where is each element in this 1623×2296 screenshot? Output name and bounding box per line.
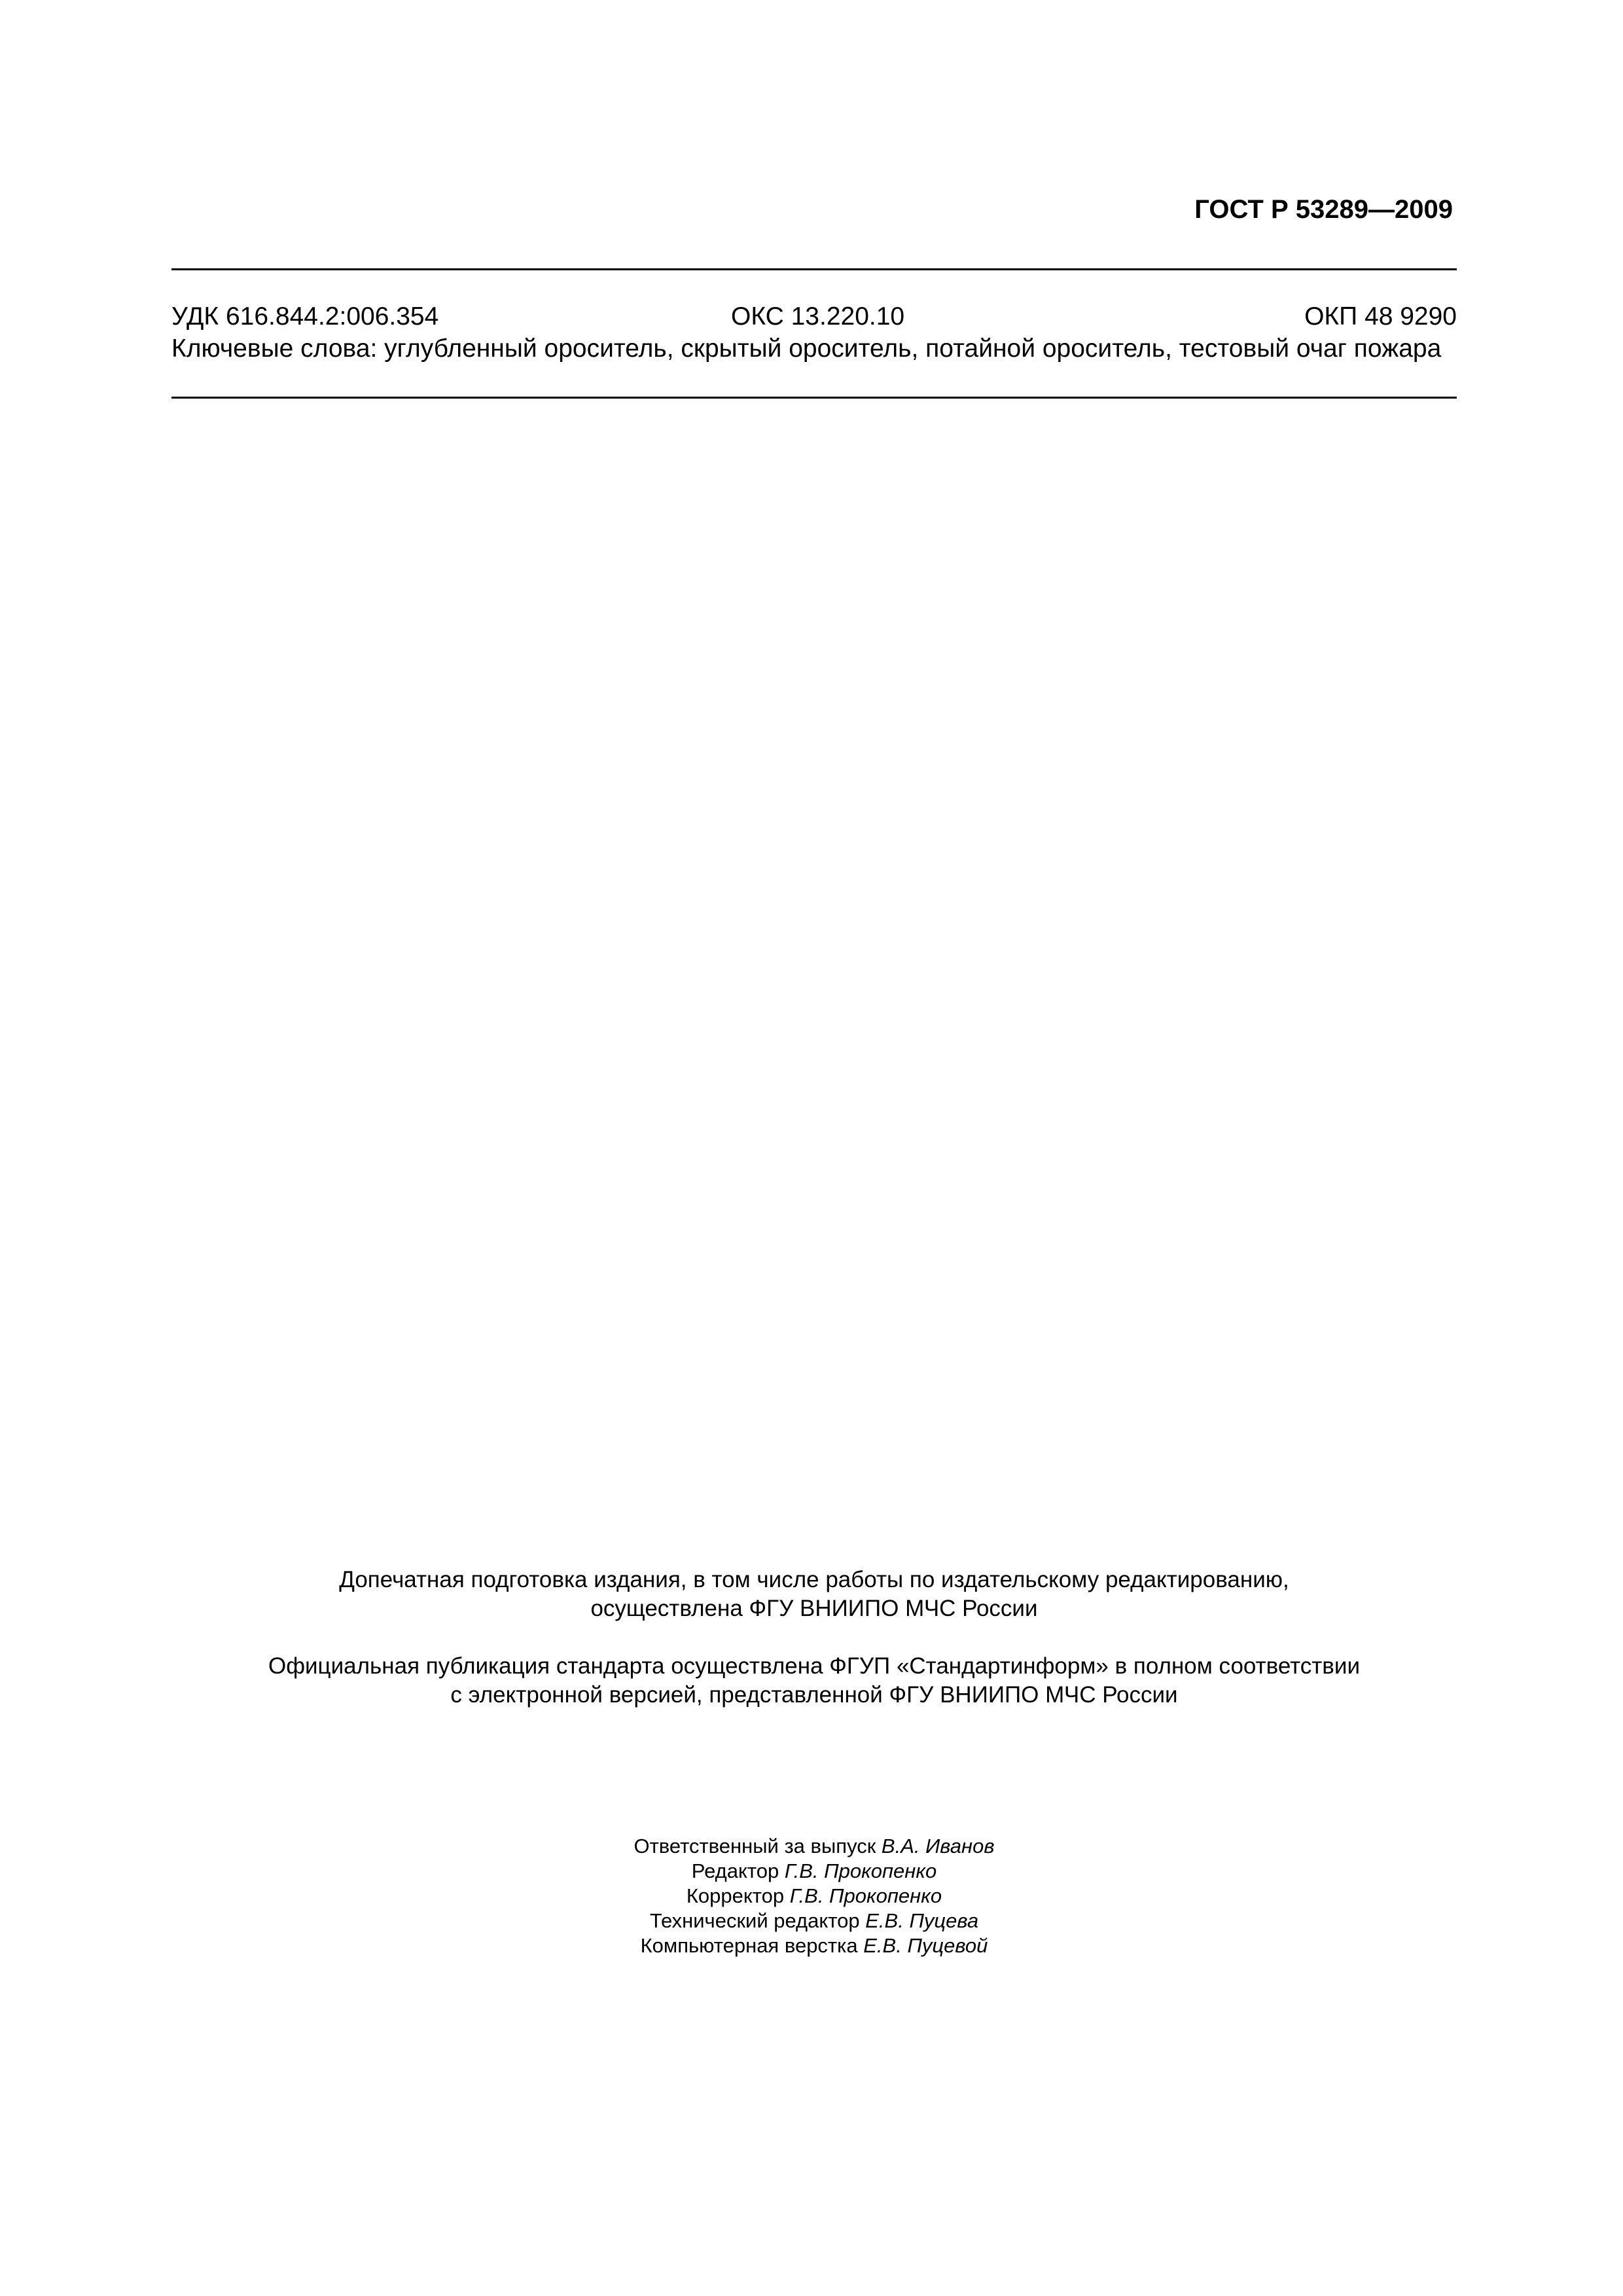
credit-name: В.А. Иванов (881, 1835, 995, 1857)
bottom-rule (171, 397, 1457, 399)
prepress-line: Допечатная подготовка издания, в том числе работы по издательскому редактированию, (339, 1567, 1289, 1592)
prepress-note (171, 1566, 1457, 1623)
credit-line (171, 1884, 1457, 1909)
credit-line (171, 1909, 1457, 1933)
top-rule (171, 268, 1457, 270)
credit-line (171, 1859, 1457, 1884)
credit-name: Г.В. Прокопенко (789, 1884, 942, 1907)
credit-name: Г.В. Прокопенко (784, 1859, 937, 1882)
credit-role: Редактор (691, 1859, 779, 1882)
keywords: Ключевые слова: углубленный ороситель, скрытый ороситель, потайной ороситель, тестовый очаг пожара (171, 334, 1442, 363)
credit-role: Технический редактор (649, 1909, 860, 1932)
credits-block (171, 1834, 1457, 1958)
credit-line (171, 1933, 1457, 1958)
udc-code: УДК 616.844.2:006.354 (171, 302, 439, 331)
credit-line (171, 1834, 1457, 1859)
credit-name: Е.В. Пуцевой (863, 1934, 988, 1957)
publication-line: Официальная публикация стандарта осуществлена ФГУП «Стандартинформ» в полном соответствии (268, 1653, 1361, 1679)
prepress-line: осуществлена ФГУ ВНИИПО МЧС России (590, 1596, 1038, 1621)
okp-code: ОКП 48 9290 (1304, 302, 1457, 331)
classification-codes (171, 298, 1457, 335)
credit-role: Корректор (686, 1884, 785, 1907)
credit-name: Е.В. Пуцева (865, 1909, 979, 1932)
oks-code: ОКС 13.220.10 (731, 302, 905, 331)
credit-role: Компьютерная верстка (640, 1934, 858, 1957)
credit-role: Ответственный за выпуск (633, 1835, 876, 1857)
standard-number: ГОСТ Р 53289—2009 (1194, 195, 1453, 224)
publication-line: с электронной версией, представленной ФГУ ВНИИПО МЧС России (450, 1682, 1178, 1708)
publication-note (171, 1652, 1457, 1710)
